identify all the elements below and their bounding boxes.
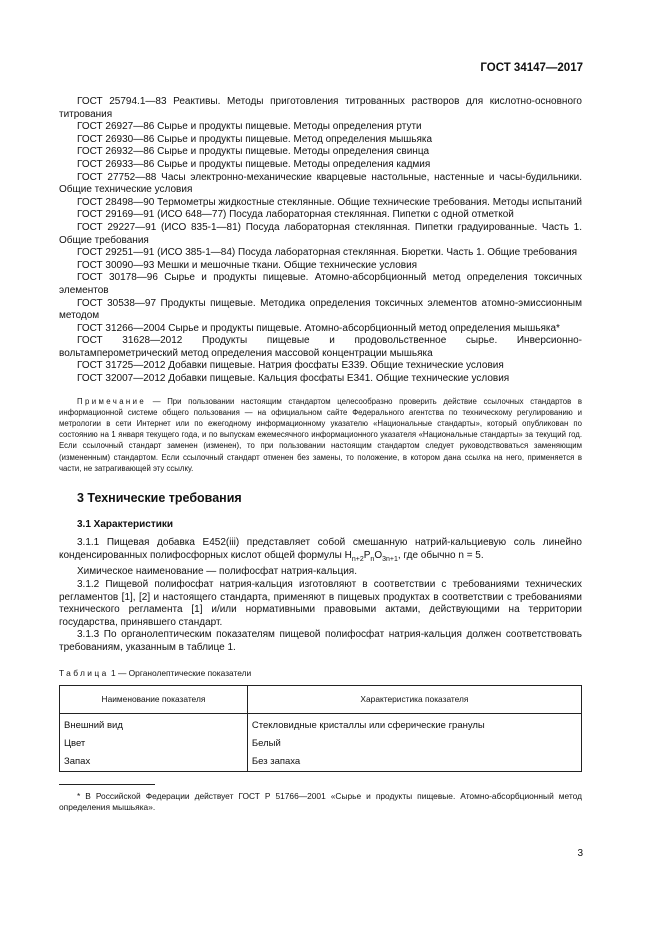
table-cell: Стекловидные кристаллы или сферические гранулы — [247, 713, 581, 735]
table-row — [60, 735, 582, 753]
reference-item: ГОСТ 32007—2012 Добавки пищевые. Кальция фосфаты E341. Общие технические условия — [77, 373, 510, 385]
document-id: ГОСТ 34147—2017 — [480, 62, 583, 74]
reference-item: ГОСТ 26933—86 Сырье и продукты пищевые. Методы определения кадмия — [77, 158, 431, 170]
reference-item: ГОСТ 26932—86 Сырье и продукты пищевые. Методы определения свинца — [77, 146, 430, 158]
page-number: 3 — [577, 848, 583, 859]
table-row — [60, 713, 582, 735]
reference-item: ГОСТ 30538—97 Продукты пищевые. Методика определения токсичных элементов атомно-эмиссионным методом — [59, 297, 582, 322]
reference-item: ГОСТ 31628—2012 Продукты пищевые и продовольственное сырье. Инверсионно-вольтамперометрический метод определения массовой концентрации мышьяка — [59, 335, 582, 359]
reference-item: ГОСТ 29227—91 (ИСО 835-1—81) Посуда лабораторная стеклянная. Пипетки градуированные. Часть 1. Общие требования — [59, 221, 582, 246]
footnote-divider — [59, 784, 155, 785]
table-cell: Запах — [60, 753, 248, 772]
reference-list — [59, 96, 582, 386]
table-header-cell: Характеристика показателя — [247, 686, 581, 714]
subsection-title: 3.1 Характеристики — [77, 518, 174, 530]
table-cell: Без запаха — [247, 753, 581, 772]
note-text: — При пользовании настоящим стандартом целесообразно проверить действие ссылочных стандартов в информационной системе общего пользования — на официальном сайте Федерального агентства по техническому регулированию и метрологии в сети Интернет или по ежегодному информационному указателю «Национальные стандарты», который опубликован по состоянию на 1 января текущего года, и по выпускам ежемесячного информационного указателя «Национальные стандарты» за текущий год. Если ссылочный стандарт заменен (изменен), то при пользовании настоящим стандартом следует руководствоваться заменяющим (измененным) стандартом. Если ссылочный стандарт отменен без замены, то положение, в котором дана ссылка на него, применяется в части, не затрагивающей эту ссылку. — [59, 396, 583, 473]
reference-item: ГОСТ 26930—86 Сырье и продукты пищевые. Метод определения мышьяка — [77, 133, 433, 145]
section-title: 3 Технические требования — [77, 491, 242, 506]
table-header-cell: Наименование показателя — [60, 686, 248, 714]
reference-item: ГОСТ 26927—86 Сырье и продукты пищевые. Методы определения ртути — [77, 121, 422, 133]
table-header-row — [60, 686, 582, 714]
reference-item: ГОСТ 31266—2004 Сырье и продукты пищевые. Атомно-абсорбционный метод определения мышьяка* — [77, 322, 560, 334]
reference-item: ГОСТ 28498—90 Термометры жидкостные стеклянные. Общие технические требования. Методы испытаний — [77, 196, 582, 208]
table-caption — [59, 667, 582, 680]
table-caption-label: Таблица — [59, 667, 109, 678]
table-cell: Белый — [247, 735, 581, 753]
note — [59, 396, 582, 474]
footnote: * В Российской Федерации действует ГОСТ Р 51766—2001 «Сырье и продукты пищевые. Атомно-абсорбционный метод определения мышьяка». — [59, 790, 582, 813]
table-caption-text: 1 — Органолептические показатели — [110, 667, 252, 678]
reference-item: ГОСТ 25794.1—83 Реактивы. Методы приготовления титрованных растворов для кислотно-основного титрования — [59, 96, 582, 120]
reference-item: ГОСТ 30178—96 Сырье и продукты пищевые. Атомно-абсорбционный метод определения токсичных элементов — [59, 272, 582, 296]
paragraph-3-1-3: 3.1.3 По органолептическим показателям пищевой полифосфат натрия-кальция должен соответствовать требованиям, указанным в таблице 1. — [59, 629, 582, 654]
paragraph-3-1-1: 3.1.1 Пищевая добавка E452(iii) представляет собой смешанную натрий-кальциевую соль линейно конденсированных полифосфорных кислот общей формулы $H_{n+2}P_nO_{3n+1}$, где обычно n = 5. — [59, 537, 582, 563]
organoleptic-table — [59, 685, 582, 772]
table-cell: Внешний вид — [60, 713, 248, 735]
reference-item: ГОСТ 27752—88 Часы электронно-механические кварцевые настольные, настенные и часы-будильники. Общие технические условия — [59, 171, 582, 196]
note-label: Примечание — [77, 396, 147, 406]
table-row — [60, 753, 582, 772]
reference-item: ГОСТ 29251—91 (ИСО 385-1—84) Посуда лабораторная стеклянная. Бюретки. Часть 1. Общие требования — [77, 247, 578, 259]
chemical-name-paragraph: Химическое наименование — полифосфат натрия-кальция. — [77, 566, 357, 578]
table-cell: Цвет — [60, 735, 248, 753]
page-content — [59, 96, 582, 814]
reference-item: ГОСТ 29169—91 (ИСО 648—77) Посуда лабораторная стеклянная. Пипетки с одной отметкой — [77, 209, 514, 221]
paragraph-3-1-2: 3.1.2 Пищевой полифосфат натрия-кальция изготовляют в соответствии с требованиями технических регламентов [1], [2] и настоящего стандарта, применяют в пищевых продуктах в соответствии с требованиями технического регламента [1] и/или нормативными правовыми актами, действующими на территории государства, принявшего стандарт. — [59, 579, 582, 628]
reference-item: ГОСТ 30090—93 Мешки и мешочные ткани. Общие технические условия — [77, 259, 418, 271]
reference-item: ГОСТ 31725—2012 Добавки пищевые. Натрия фосфаты E339. Общие технические условия — [77, 360, 504, 372]
